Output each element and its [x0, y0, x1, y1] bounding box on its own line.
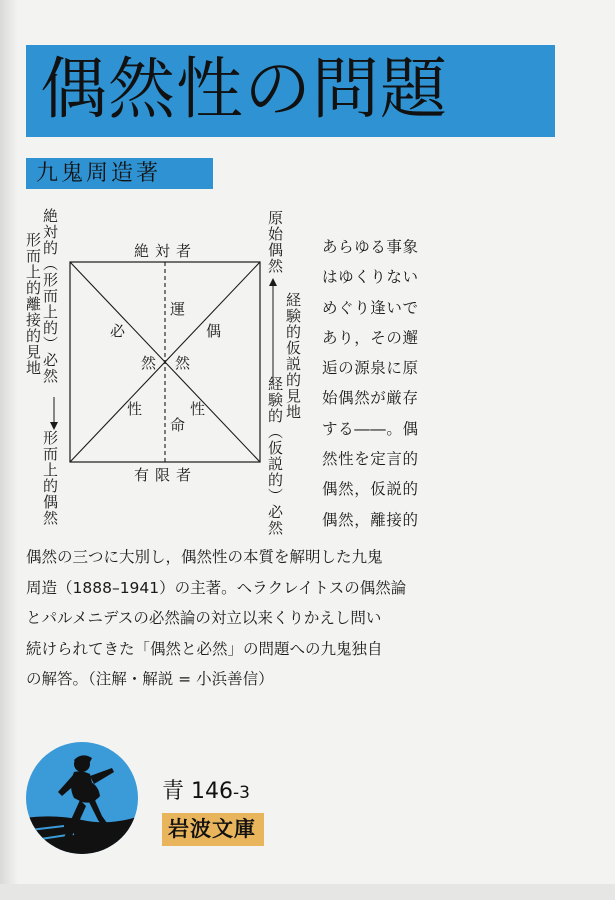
diagram-left-column-2: 形而上的離接的見地 [24, 232, 42, 376]
diagram-left-column-1: 絶対的（形而上的）必然 [41, 208, 59, 384]
diagram-top-label: 絶対者 [134, 242, 198, 260]
diag-right-char-2: 然 [175, 354, 191, 372]
diag-right-char-1: 偶 [206, 322, 222, 340]
diagram-right-column-1-end: 経験的（仮説的）必然 [266, 376, 284, 536]
blurb-right-line: 然性を定言的 [322, 450, 419, 469]
diag-center-char-2: 命 [170, 416, 186, 434]
diagram-bottom-label: 有限者 [134, 466, 198, 484]
series-code-sub: -3 [233, 783, 250, 803]
blurb-body [26, 542, 456, 695]
diag-left-char-3: 性 [127, 400, 143, 418]
diagram-left-column-2-end: 形而上的偶然 [41, 430, 59, 526]
blurb-right-line: 偶然，離接的 [322, 510, 419, 529]
blurb-line: 続けられてきた「偶然と必然」の問題への九鬼独自 [26, 639, 383, 658]
diag-center-char-1: 運 [170, 300, 186, 318]
left-arrow-head-icon [50, 422, 58, 430]
blurb-right-line: 逅の源泉に原 [322, 359, 419, 378]
diagram-right-column-2: 経験的仮説的見地 [284, 292, 302, 420]
blurb-right-line: あらゆる事象 [322, 238, 419, 256]
blurb-right-line: あり，その邂 [322, 328, 419, 347]
cover-edge-shadow [0, 0, 18, 900]
blurb-right-line: 始偶然が厳存 [322, 389, 419, 408]
blurb-right-column [322, 232, 440, 535]
blurb-line: とパルメニデスの必然論の対立以来くりかえし問い [26, 609, 382, 627]
diag-left-char-1: 必 [110, 322, 126, 340]
series-code-main: 青 146 [162, 779, 233, 804]
blurb-line: 周造（1888–1941）の主著。ヘラクレイトスの偶然論 [26, 578, 407, 597]
publisher-tag: 岩波文庫 [162, 813, 264, 846]
sower-emblem-icon [24, 740, 140, 856]
book-author: 九鬼周造著 [36, 161, 162, 186]
contingency-diagram [24, 204, 330, 536]
blurb-right-line: する――。偶 [322, 419, 419, 438]
diagram-right-column-1: 原始偶然 [266, 210, 284, 274]
blurb-line: 偶然の三つに大別し，偶然性の本質を解明した九鬼 [26, 548, 383, 566]
diag-left-char-2: 然 [141, 354, 157, 372]
diag-right-char-3: 性 [190, 400, 206, 418]
book-title: 偶然性の問題 [40, 50, 448, 128]
series-code [162, 779, 250, 806]
blurb-right-line: めぐり逢いで [322, 298, 419, 317]
cover-bottom-edge [0, 884, 615, 900]
blurb-right-line: はゆくりない [322, 268, 419, 287]
blurb-right-line: 偶然，仮説的 [322, 480, 419, 499]
right-arrow-head-icon [269, 278, 277, 286]
blurb-line: の解答。（注解・解説 = 小浜善信） [26, 670, 274, 688]
